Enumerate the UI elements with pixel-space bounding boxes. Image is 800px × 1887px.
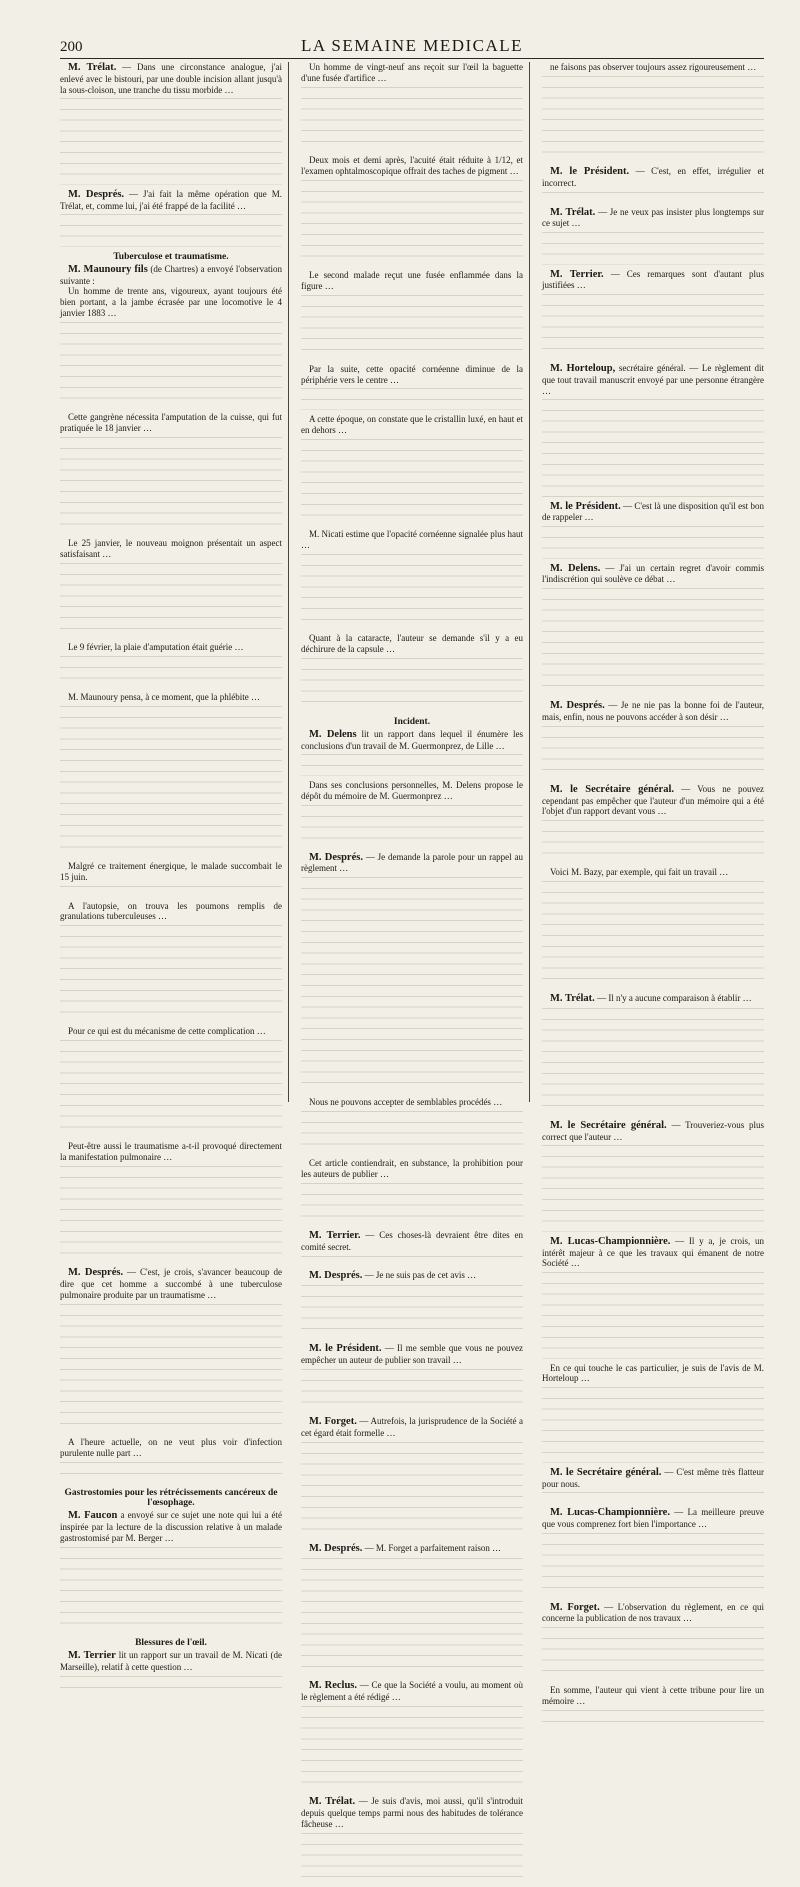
- unread-text-lines: [301, 754, 523, 776]
- unread-text-lines: [542, 588, 764, 696]
- unread-text-lines: [60, 886, 282, 897]
- paragraph-text: Le 9 février, la plaie d'amputation était guérie …: [68, 642, 244, 653]
- paragraph-text: M. Maunoury pensa, à ce moment, que la phlébite …: [68, 692, 260, 703]
- page-number: 200: [60, 39, 83, 55]
- paragraph-text: Cette gangrène nécessita l'amputation de la cuisse, qui fut pratiquée le 18 janvier …: [60, 412, 282, 433]
- unread-text-lines: [60, 1166, 282, 1263]
- paragraph-text: — Trouveriez-vous plus correct que l'auteur …: [542, 1119, 765, 1142]
- speaker-name: M. Trélat.: [309, 1796, 356, 1808]
- unread-text-lines: [542, 232, 764, 264]
- speaker-name: M. Després.: [309, 1542, 363, 1554]
- unread-text-lines: [301, 1256, 523, 1267]
- paragraph: [542, 1236, 764, 1269]
- unread-text-lines: [301, 1369, 523, 1412]
- unread-text-lines: [542, 192, 764, 203]
- unread-text-lines: [301, 180, 523, 266]
- speaker-name: M. Trélat.: [550, 206, 596, 218]
- paragraph-text: — Ce que la Société a voulu, au moment où le règlement a été rédigé …: [301, 1680, 523, 1703]
- paragraph-text: (de Chartres) a envoyé l'observation suivante :: [60, 263, 282, 286]
- speaker-name: M. Trélat.: [68, 62, 117, 73]
- unread-text-lines: [542, 399, 764, 496]
- paragraph-text: — Je ne nie pas la bonne foi de l'auteur, mais, enfin, nous ne pouvons accéder à son désir …: [542, 700, 765, 722]
- paragraph: [301, 1230, 523, 1253]
- unread-text-lines: [60, 98, 282, 184]
- paragraph-text: — Ces choses-là devraient être dites en comité secret.: [301, 1230, 524, 1252]
- paragraph-text: lit un rapport sur un travail de M. Nicati (de Marseille), relatif à cette question …: [60, 1650, 283, 1672]
- section-heading: Tuberculose et traumatisme.: [113, 251, 229, 262]
- paragraph: [542, 700, 764, 723]
- paragraph-text: Le second malade reçut une fusée enflammée dans la figure …: [301, 270, 523, 292]
- paragraph: [301, 1543, 523, 1555]
- paragraph: [60, 1026, 282, 1037]
- paragraph-text: — J'ai fait la même opération que M. Trélat, et, comme lui, j'ai été frappé de la facilité …: [60, 188, 282, 211]
- paragraph-text: Un homme de trente ans, vigoureux, ayant toujours été bien portant, a la jambe écrasée par une locomotive le 4 janvier 1883 …: [60, 286, 282, 318]
- paragraph-text: — Il y a, je crois, un intérêt majeur à ce que les travaux qui émanent de notre Société …: [542, 1235, 765, 1269]
- unread-text-lines: [301, 1442, 523, 1539]
- unread-text-lines: [301, 805, 523, 848]
- unread-text-lines: [60, 656, 282, 688]
- unread-text-lines: [60, 1547, 282, 1633]
- paragraph-text: Par la suite, cette opacité cornéenne diminue de la périphérie vers le centre …: [301, 363, 523, 385]
- paragraph: [301, 1680, 523, 1703]
- unread-text-lines: [60, 1676, 282, 1698]
- paragraph: [542, 207, 764, 230]
- unread-text-lines: [60, 214, 282, 246]
- paragraph: [542, 166, 764, 189]
- paragraph: [542, 1363, 764, 1385]
- unread-text-lines: [542, 1627, 764, 1681]
- paragraph-text: — C'est là une disposition qu'il est bon de rappeler …: [542, 500, 765, 523]
- paragraph-text: — M. Forget a parfaitement raison …: [364, 1542, 502, 1553]
- paragraph-text: En somme, l'auteur qui vient à cette tribune pour lire un mémoire …: [542, 1685, 764, 1706]
- paragraph: [301, 1796, 523, 1829]
- paragraph: [301, 529, 523, 551]
- unread-text-lines: [301, 1111, 523, 1154]
- column-2: [301, 62, 530, 1829]
- unread-text-lines: [301, 877, 523, 1093]
- speaker-name: M. le Président.: [550, 500, 621, 512]
- paragraph: [542, 1685, 764, 1707]
- paragraph-text: Peut-être aussi le traumatisme a-t-il provoqué directement la manifestation pulmonaire …: [60, 1141, 282, 1163]
- paragraph: [60, 1650, 282, 1673]
- paragraph-text: secrétaire général. — Le règlement dit que tout travail manuscrit envoyé par une personne étrangère …: [542, 362, 764, 396]
- speaker-name: M. le Secrétaire général.: [550, 1119, 667, 1131]
- unread-text-lines: [301, 554, 523, 630]
- paragraph: [301, 633, 523, 655]
- paragraph-text: M. Nicati estime que l'opacité cornéenne signalée plus haut …: [301, 528, 523, 550]
- paragraph: [60, 189, 282, 212]
- paragraph: [60, 1437, 282, 1459]
- paragraph-text: ne faisons pas observer toujours assez rigoureusement …: [550, 62, 757, 72]
- paragraph-text: — C'est, je crois, s'avancer beaucoup de dire que cet homme a succombé à une tuberculose pulmonaire produite par un traumatisme …: [60, 1267, 282, 1300]
- speaker-name: M. le Secrétaire général.: [550, 783, 674, 795]
- paragraph-text: Cet article contiendrait, en substance, la prohibition pour les auteurs de publier …: [301, 1158, 523, 1180]
- unread-text-lines: [542, 881, 764, 989]
- speaker-name: M. Horteloup,: [550, 362, 616, 374]
- paragraph: [542, 501, 764, 524]
- unread-text-lines: [301, 388, 523, 410]
- paragraph: [301, 1343, 523, 1366]
- paragraph-text: — Je ne suis pas de cet avis …: [364, 1270, 477, 1281]
- speaker-name: M. Després.: [550, 700, 605, 712]
- paragraph: [60, 1267, 282, 1300]
- unread-text-lines: [542, 1710, 764, 1732]
- speaker-name: M. Faucon: [68, 1510, 118, 1522]
- unread-text-lines: [301, 1833, 523, 1887]
- speaker-name: M. Trélat.: [550, 993, 595, 1005]
- paragraph: [301, 62, 523, 84]
- speaker-name: M. le Président.: [309, 1343, 382, 1355]
- unread-text-lines: [542, 726, 764, 780]
- paragraph-text: a envoyé sur ce sujet une note qui lui a été inspirée par la lecture de la discussion relative à un malade gastrostomisé par M. Berger …: [60, 1510, 282, 1543]
- paragraph-text: Malgré ce traitement énergique, le malade succombait le 15 juin.: [60, 861, 282, 883]
- unread-text-lines: [542, 1145, 764, 1231]
- paragraph-text: — Vous ne pouvez cependant pas empêcher que l'auteur d'un mémoire qui a été l'objet d'un rapport devant vous …: [542, 783, 764, 817]
- unread-text-lines: [301, 87, 523, 152]
- speaker-name: M. Delens.: [550, 562, 601, 574]
- paragraph: [542, 563, 764, 586]
- paragraph: [542, 867, 764, 878]
- paragraph-text: Quant à la cataracte, l'auteur se demande s'il y a eu déchirure de la capsule …: [301, 633, 523, 654]
- paragraph-text: A l'heure actuelle, on ne veut plus voir d'infection purulente nulle part …: [60, 1437, 282, 1458]
- unread-text-lines: [60, 1304, 282, 1434]
- unread-text-lines: [301, 1285, 523, 1339]
- paragraph: [301, 729, 523, 752]
- unread-text-lines: [60, 322, 282, 408]
- unread-text-lines: [542, 1272, 764, 1358]
- column-1: [60, 62, 289, 1672]
- paragraph: [301, 780, 523, 802]
- paragraph-text: — Autrefois, la jurisprudence de la Société a cet égard était formelle …: [301, 1416, 523, 1438]
- paragraph: [301, 1097, 523, 1108]
- paragraph: [301, 364, 523, 386]
- paragraph: [60, 861, 282, 883]
- paragraph: [60, 286, 282, 318]
- paragraph: [542, 363, 764, 396]
- paragraph-text: En ce qui touche le cas particulier, je suis de l'avis de M. Horteloup …: [542, 1362, 764, 1384]
- unread-text-lines: [60, 437, 282, 534]
- unread-text-lines: [542, 76, 764, 162]
- paragraph-text: Nous ne pouvons accepter de semblables procédés …: [309, 1097, 503, 1108]
- unread-text-lines: [542, 1008, 764, 1116]
- paragraph: [542, 1467, 764, 1490]
- paragraph: [542, 993, 764, 1005]
- unread-text-lines: [301, 1706, 523, 1792]
- paragraph-text: Voici M. Bazy, par exemple, qui fait un travail …: [550, 867, 729, 878]
- paragraph-text: — Je demande la parole pour un rappel au règlement …: [301, 851, 523, 874]
- paragraph: [301, 155, 523, 177]
- unread-text-lines: [542, 526, 764, 558]
- section-heading: Blessures de l'œil.: [135, 1638, 207, 1649]
- speaker-name: M. Terrier.: [550, 268, 604, 280]
- unread-text-lines: [60, 1040, 282, 1137]
- paragraph: [60, 642, 282, 653]
- paragraph: [301, 270, 523, 292]
- unread-text-lines: [301, 1183, 523, 1226]
- paragraph-text: — Dans une circonstance analogue, j'ai enlevé avec le bistouri, par une double incision allant jusqu'à la sous-cloison, une tranche du tissu morbide …: [60, 62, 282, 95]
- paragraph: [301, 414, 523, 436]
- unread-text-lines: [542, 1492, 764, 1503]
- paragraph: [542, 1120, 764, 1143]
- unread-text-lines: [60, 563, 282, 639]
- paragraph: [60, 264, 282, 287]
- speaker-name: M. Lucas-Championnière.: [550, 1507, 670, 1519]
- paragraph: [542, 1507, 764, 1530]
- paragraph: [60, 538, 282, 560]
- paragraph: [60, 1510, 282, 1543]
- header-rule: [60, 58, 764, 59]
- paragraph-text: lit un rapport dans lequel il énumère les conclusions d'un travail de M. Guermonprez, de Lille …: [301, 728, 523, 751]
- paragraph-text: — L'observation du règlement, en ce qui concerne la publication de nos travaux …: [542, 1601, 765, 1624]
- paragraph: [301, 1416, 523, 1439]
- speaker-name: M. Maunoury fils: [68, 263, 148, 275]
- unread-text-lines: [60, 1462, 282, 1484]
- unread-text-lines: [301, 439, 523, 525]
- paragraph-text: — La meilleure preuve que vous comprenez fort bien l'importance …: [542, 1507, 765, 1530]
- speaker-name: M. Després.: [68, 188, 125, 200]
- speaker-name: M. le Secrétaire général.: [550, 1466, 662, 1478]
- speaker-name: M. le Président.: [550, 166, 630, 178]
- unread-text-lines: [301, 658, 523, 712]
- section-heading: Gastrostomies pour les rétrécissements cancéreux de l'œsophage.: [64, 1488, 278, 1509]
- speaker-name: M. Lucas-Championnière.: [550, 1235, 671, 1247]
- section-heading: Incident.: [393, 716, 431, 727]
- running-head: [60, 36, 764, 54]
- unread-text-lines: [542, 294, 764, 359]
- journal-title: LA SEMAINE MEDICALE: [300, 36, 524, 55]
- speaker-name: M. Terrier.: [309, 1230, 361, 1242]
- paragraph-text: — J'ai un certain regret d'avoir commis l'indiscrétion qui soulève ce débat …: [542, 562, 764, 585]
- paragraph-text: — Il me semble que vous ne pouvez empêcher un auteur de publier son travail …: [301, 1343, 524, 1366]
- speaker-name: M. Després.: [309, 1270, 363, 1282]
- speaker-name: M. Terrier: [68, 1650, 116, 1662]
- unread-text-lines: [301, 1558, 523, 1677]
- speaker-name: M. Reclus.: [309, 1680, 358, 1692]
- paragraph-text: Un homme de vingt-neuf ans reçoit sur l'œil la baguette d'une fusée d'artifice …: [301, 62, 523, 83]
- paragraph: [60, 412, 282, 434]
- speaker-name: M. Delens: [309, 728, 357, 740]
- paragraph: [542, 1602, 764, 1625]
- paragraph-text: Pour ce qui est du mécanisme de cette complication …: [68, 1026, 266, 1037]
- paragraph: [60, 692, 282, 703]
- paragraph: [60, 901, 282, 923]
- column-3: [542, 62, 765, 1706]
- paragraph-text: — C'est, en effet, irrégulier et incorrect.: [542, 166, 765, 188]
- speaker-name: M. Després.: [309, 851, 363, 863]
- paragraph-text: — C'est même très flatteur pour nous.: [542, 1466, 765, 1489]
- paragraph: [301, 1270, 523, 1282]
- paragraph-text: Le 25 janvier, le nouveau moignon présentait un aspect satisfaisant …: [60, 537, 282, 559]
- paragraph-text: Dans ses conclusions personnelles, M. Delens propose le dépôt du mémoire de M. Guermonprez …: [301, 779, 523, 801]
- paragraph: [542, 269, 764, 292]
- paragraph: [542, 784, 764, 817]
- paragraph-text: — Ces remarques sont d'autant plus justifiées …: [542, 268, 765, 291]
- paragraph-text: — Je suis d'avis, moi aussi, qu'il s'introduit depuis quelque temps parmi nous des habitudes de tolérance fâcheuse …: [301, 1796, 523, 1829]
- unread-text-lines: [60, 925, 282, 1022]
- paragraph-text: — Je ne veux pas insister plus longtemps sur ce sujet …: [542, 206, 765, 229]
- paragraph-text: A l'autopsie, on trouva les poumons remplis de granulations tuberculeuses …: [60, 900, 282, 922]
- paragraph: [301, 852, 523, 875]
- paragraph: [60, 62, 282, 95]
- speaker-name: M. Forget.: [309, 1416, 357, 1428]
- paragraph: [60, 1141, 282, 1163]
- unread-text-lines: [542, 1387, 764, 1463]
- paragraph-text: Deux mois et demi après, l'acuité était réduite à 1/12, et l'examen ophtalmoscopique offrait des taches de pigment …: [301, 155, 523, 177]
- paragraph: [542, 62, 764, 73]
- unread-text-lines: [542, 1533, 764, 1598]
- speaker-name: M. Forget.: [550, 1601, 600, 1613]
- unread-text-lines: [301, 295, 523, 360]
- unread-text-lines: [542, 820, 764, 863]
- text-columns: [60, 62, 765, 1829]
- paragraph-text: A cette époque, on constate que le cristallin luxé, en haut et en dehors …: [301, 413, 523, 435]
- speaker-name: M. Després.: [68, 1267, 124, 1279]
- unread-text-lines: [60, 706, 282, 857]
- paragraph: [301, 1158, 523, 1180]
- paragraph-text: — Il n'y a aucune comparaison à établir …: [597, 993, 752, 1004]
